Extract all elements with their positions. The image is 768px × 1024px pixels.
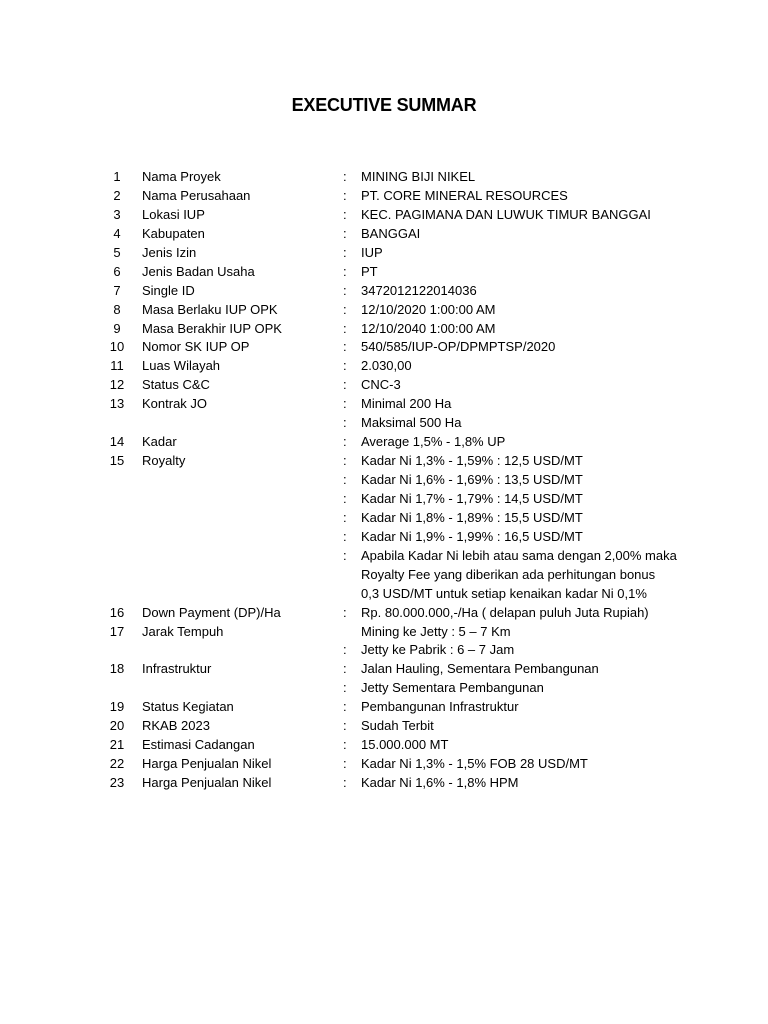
row-value: PT. CORE MINERAL RESOURCES: [361, 187, 568, 203]
row-number: 5: [113, 244, 121, 260]
row-label: Jenis Badan Usaha: [142, 263, 255, 279]
row-value: Kadar Ni 1,9% - 1,99% : 16,5 USD/MT: [361, 528, 583, 544]
row-number: 16: [109, 604, 125, 620]
row-number: 17: [109, 623, 125, 639]
row-value: Jalan Hauling, Sementara Pembangunan: [361, 661, 599, 677]
row-value: PT: [361, 263, 378, 279]
row-value: 3472012122014036: [361, 282, 477, 298]
row-value: Mining ke Jetty : 5 – 7 Km: [361, 623, 511, 639]
row-colon: :: [343, 680, 347, 696]
row-number: 19: [109, 699, 125, 715]
summary-row: [0, 509, 768, 528]
row-colon: :: [343, 699, 347, 715]
row-number: 11: [110, 358, 124, 374]
row-number: 2: [113, 187, 121, 203]
row-number: 1: [113, 169, 121, 184]
row-label: Harga Penjualan Nikel: [142, 756, 272, 772]
row-number: 6: [113, 263, 121, 279]
row-colon: :: [343, 604, 347, 620]
row-label: Kontrak JO: [142, 396, 208, 412]
row-colon: :: [343, 472, 347, 487]
row-value: 2.030,00: [361, 358, 412, 374]
row-colon: :: [343, 206, 347, 222]
row-number: 18: [109, 661, 125, 677]
summary-row: [0, 263, 768, 282]
summary-row: [0, 414, 768, 433]
row-colon: :: [343, 415, 347, 431]
row-colon: :: [343, 169, 347, 184]
summary-table: [0, 168, 768, 793]
row-number: 14: [109, 434, 125, 450]
summary-row: [0, 641, 768, 660]
row-label: Nama Proyek: [142, 169, 221, 184]
row-value: KEC. PAGIMANA DAN LUWUK TIMUR BANGGAI: [361, 206, 651, 222]
row-colon: :: [343, 225, 347, 241]
row-number: 23: [109, 775, 125, 790]
row-value: Kadar Ni 1,3% - 1,5% FOB 28 USD/MT: [361, 756, 588, 772]
row-value: BANGGAI: [361, 225, 421, 241]
row-label: Status C&C: [142, 377, 210, 393]
summary-row: [0, 282, 768, 301]
row-number: 15: [109, 453, 125, 469]
summary-row: [0, 717, 768, 736]
summary-row: [0, 338, 768, 357]
row-colon: :: [343, 244, 347, 260]
summary-row: [0, 471, 768, 490]
row-colon: :: [343, 282, 347, 298]
summary-row: [0, 736, 768, 755]
row-colon: :: [343, 775, 347, 790]
summary-row: [0, 433, 768, 452]
row-label: Status Kegiatan: [142, 699, 234, 715]
row-value: Kadar Ni 1,3% - 1,59% : 12,5 USD/MT: [361, 453, 583, 469]
row-colon: :: [343, 756, 347, 772]
summary-row: [0, 225, 768, 244]
row-colon: :: [343, 320, 347, 336]
row-colon: :: [343, 358, 347, 374]
summary-row: [0, 774, 768, 793]
row-number: 20: [109, 718, 125, 734]
summary-row: [0, 301, 768, 320]
row-colon: :: [343, 263, 347, 279]
summary-row: [0, 357, 768, 376]
row-number: 9: [113, 320, 121, 336]
row-number: 22: [109, 756, 125, 772]
row-label: Nama Perusahaan: [142, 187, 251, 203]
row-label: Royalty: [142, 453, 186, 469]
row-value: Average 1,5% - 1,8% UP: [361, 434, 506, 450]
summary-row: [0, 452, 768, 471]
summary-row: [0, 623, 768, 642]
row-value: Sudah Terbit: [361, 718, 434, 734]
row-value: Jetty ke Pabrik : 6 – 7 Jam: [361, 642, 515, 658]
row-value: 12/10/2020 1:00:00 AM: [361, 301, 496, 317]
row-value: 0,3 USD/MT untuk setiap kenaikan kadar Ni 0,1%: [361, 585, 647, 601]
row-label: Masa Berakhir IUP OPK: [142, 320, 282, 336]
row-value: MINING BIJI NIKEL: [361, 169, 476, 184]
summary-row: [0, 698, 768, 717]
row-colon: :: [343, 339, 347, 355]
row-value: 12/10/2040 1:00:00 AM: [361, 320, 496, 336]
row-number: 7: [113, 282, 121, 298]
summary-row: [0, 244, 768, 263]
row-value: Kadar Ni 1,6% - 1,8% HPM: [361, 775, 519, 790]
row-value: Rp. 80.000.000,-/Ha ( delapan puluh Juta Rupiah): [361, 604, 649, 620]
row-colon: :: [343, 301, 347, 317]
row-value: Apabila Kadar Ni lebih atau sama dengan 2,00% maka: [361, 547, 677, 563]
row-colon: :: [343, 453, 347, 469]
row-number: 13: [109, 396, 125, 412]
row-label: Lokasi IUP: [142, 206, 205, 222]
row-value: Jetty Sementara Pembangunan: [361, 680, 544, 696]
summary-row: [0, 320, 768, 339]
summary-row: [0, 528, 768, 547]
summary-row: [0, 187, 768, 206]
row-label: Kabupaten: [142, 225, 205, 241]
row-number: 3: [113, 206, 121, 222]
summary-row: [0, 679, 768, 698]
row-label: Masa Berlaku IUP OPK: [142, 301, 278, 317]
row-label: Down Payment (DP)/Ha: [142, 604, 281, 620]
row-colon: :: [343, 434, 347, 450]
row-label: Jenis Izin: [142, 244, 197, 260]
summary-row: [0, 566, 768, 585]
row-colon: :: [343, 528, 347, 544]
row-label: Luas Wilayah: [142, 358, 221, 374]
row-value: 540/585/IUP-OP/DPMPTSP/2020: [361, 339, 556, 355]
row-number: 4: [113, 225, 121, 241]
row-colon: :: [343, 490, 347, 506]
row-label: Infrastruktur: [142, 661, 212, 677]
row-number: 8: [113, 301, 121, 317]
row-label: Jarak Tempuh: [142, 623, 224, 639]
summary-row: [0, 755, 768, 774]
summary-row: [0, 547, 768, 566]
row-label: Nomor SK IUP OP: [142, 339, 250, 355]
row-colon: :: [343, 396, 347, 412]
row-colon: :: [343, 509, 347, 525]
row-value: Minimal 200 Ha: [361, 396, 452, 412]
row-colon: :: [343, 187, 347, 203]
row-value: CNC-3: [361, 377, 401, 393]
summary-row: [0, 168, 768, 187]
row-number: 21: [109, 737, 125, 753]
row-label: Kadar: [142, 434, 177, 450]
row-number: 10: [109, 339, 125, 355]
row-label: Estimasi Cadangan: [142, 737, 255, 753]
row-value: Maksimal 500 Ha: [361, 415, 462, 431]
row-value: Pembangunan Infrastruktur: [361, 699, 519, 715]
row-value: Kadar Ni 1,8% - 1,89% : 15,5 USD/MT: [361, 509, 583, 525]
row-value: 15.000.000 MT: [361, 737, 449, 753]
summary-row: [0, 376, 768, 395]
row-label: Harga Penjualan Nikel: [142, 775, 272, 790]
row-colon: :: [343, 377, 347, 393]
summary-row: [0, 490, 768, 509]
document-title: EXECUTIVE SUMMAR: [291, 95, 477, 115]
row-colon: :: [343, 547, 347, 563]
row-value: Kadar Ni 1,7% - 1,79% : 14,5 USD/MT: [361, 490, 583, 506]
row-label: Single ID: [142, 282, 195, 298]
row-colon: :: [343, 737, 347, 753]
row-value: Royalty Fee yang diberikan ada perhitungan bonus: [361, 566, 656, 582]
summary-row: [0, 604, 768, 623]
row-value: IUP: [361, 244, 383, 260]
summary-row: [0, 660, 768, 679]
row-colon: :: [343, 718, 347, 734]
row-label: RKAB 2023: [142, 718, 210, 734]
row-number: 12: [109, 377, 125, 393]
row-colon: :: [343, 642, 347, 658]
summary-row: [0, 206, 768, 225]
summary-row: [0, 395, 768, 414]
summary-row: [0, 585, 768, 604]
row-value: Kadar Ni 1,6% - 1,69% : 13,5 USD/MT: [361, 472, 583, 487]
row-colon: :: [343, 661, 347, 677]
